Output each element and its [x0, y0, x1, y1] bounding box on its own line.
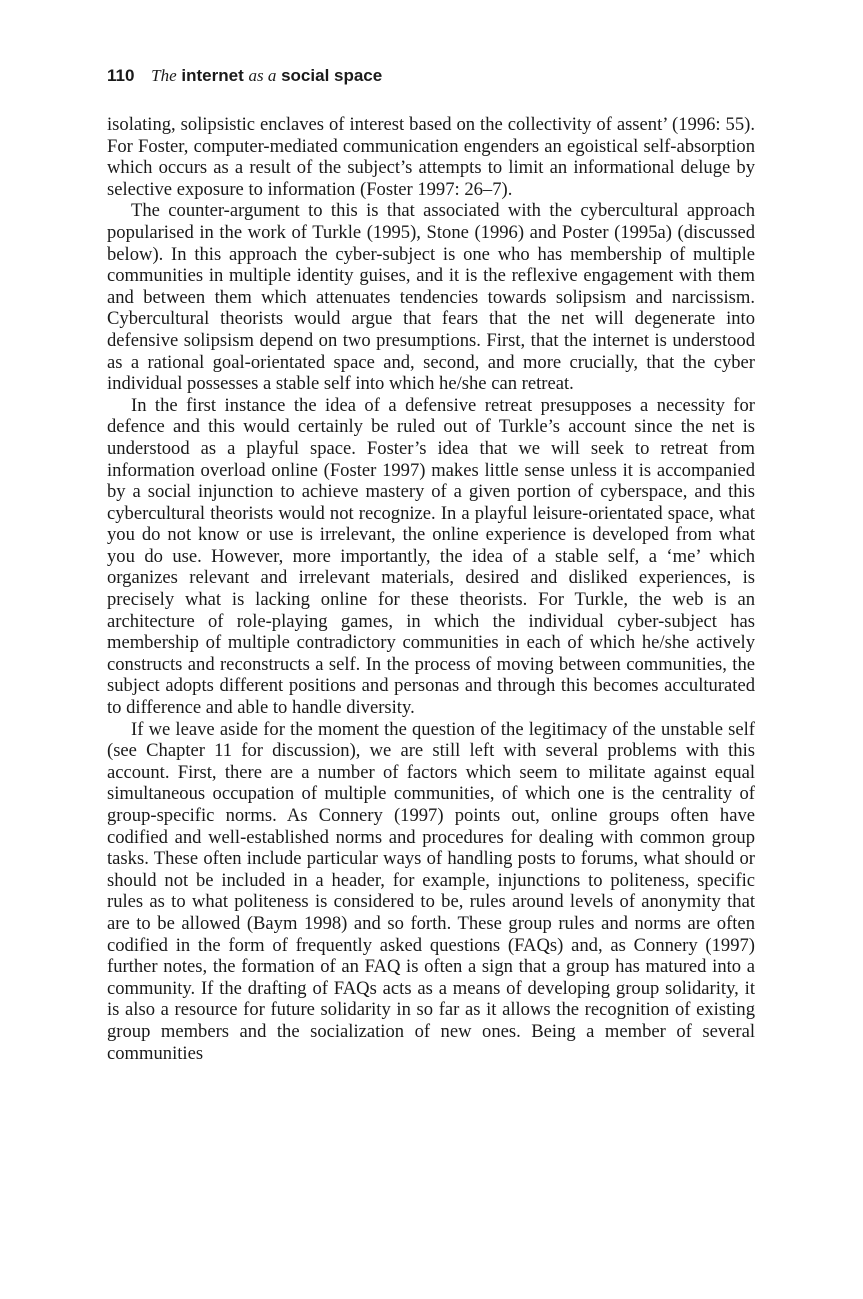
- running-head-the: The: [151, 66, 177, 85]
- body-text: [107, 114, 755, 1064]
- running-head-social-space: social space: [281, 66, 383, 85]
- paragraph: If we leave aside for the moment the question of the legitimacy of the unstable self (see Chapter 11 for discussion), we are still left with several problems with this account. First, there are a number of factors which seem to militate against equal simultaneous occupation of multiple communities, of which one is the centrality of group-specific norms. As Connery (1997) points out, online groups often have codified and well-established norms and procedures for dealing with common group tasks. These often include particular ways of handling posts to forums, what should or should not be included in a header, for example, injunctions to politeness, specific rules as to what politeness is considered to be, rules around levels of anonymity that are to be allowed (Baym 1998) and so forth. These group rules and norms are often codified in the form of frequently asked questions (FAQs) and, as Connery (1997) further notes, the formation of an FAQ is often a sign that a group has matured into a community. If the drafting of FAQs acts as a means of developing group solidarity, it is also a resource for future solidarity in so far as it allows the recognition of existing group members and the socialization of new ones. Being a member of several communities: [107, 718, 755, 1064]
- running-head-internet: internet: [181, 66, 244, 85]
- paragraph: The counter-argument to this is that associated with the cybercultural approach popularised in the work of Turkle (1995), Stone (1996) and Poster (1995a) (discussed below). In this approach the cyber-subject is one who has membership of multiple communities in multiple identity guises, and it is the reflexive engagement with them and between them which attenuates tendencies towards solipsism and narcissism. Cybercultural theorists would argue that fears that the net will degenerate into defensive solipsism depend on two presumptions. First, that the internet is understood as a rational goal-orientated space and, second, and more crucially, that the cyber individual possesses a stable self into which he/she can retreat.: [107, 200, 755, 395]
- page-number: 110: [107, 66, 135, 85]
- running-head-as-a: as a: [248, 66, 277, 85]
- running-head: [107, 66, 382, 86]
- paragraph: In the first instance the idea of a defensive retreat presupposes a necessity for defence and this would certainly be ruled out of Turkle’s account since the net is understood as a playful space. Foster’s idea that we will seek to retreat from information overload online (Foster 1997) makes little sense unless it is accompanied by a social injunction to achieve mastery of a given portion of cyberspace, and this cybercultural theorists would not recognize. In a playful leisure-orientated space, what you do not know or use is irrelevant, the online experience is developed from what you do use. However, more importantly, the idea of a stable self, a ‘me’ which organizes relevant and irrelevant materials, desired and disliked experiences, is precisely what is lacking online for these theorists. For Turkle, the web is an architecture of role-playing games, in which the individual cyber-subject has membership of multiple contradictory communities in each of which he/she actively constructs and reconstructs a self. In the process of moving between communities, the subject adopts different positions and personas and through this becomes acculturated to difference and able to handle diversity.: [107, 394, 755, 719]
- paragraph-continued: isolating, solipsistic enclaves of interest based on the collectivity of assent’ (1996: 55). For Foster, computer-mediated communication engenders an egoistical self-absorption which occurs as a result of the subject’s attempts to limit an informational deluge by selective exposure to information (Foster 1997: 26–7).: [107, 114, 755, 200]
